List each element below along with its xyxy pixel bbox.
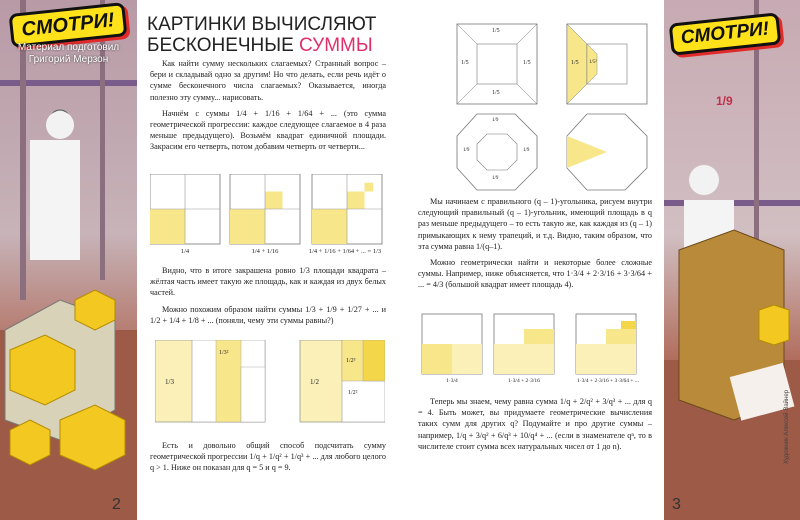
right-column-text-2 [418,396,652,457]
magazine-logo: СМОТРИ! [9,2,128,48]
label-1-2cube: 1/2³ [346,358,356,364]
bottom-cap-3: 1·3/4 + 2·3/16 + 3·3/64 + ... [576,378,639,384]
squares-figure-row [150,174,386,262]
paragraph-6: Мы начинаем с правильного (q – 1)-угольника, рисуем внутри следующий правильный (q – 1)-угольник, имеющий площадь в q раз меньше предыдущего – то есть такую же, как каждая из (q – 1) примыкающих к нему трапеций, и т.д. Видно, таким образом, что эта сумма равна 1/(q–1). [418,197,652,251]
oct-label-3: 1/9 [523,148,530,153]
left-column-text [150,58,386,158]
scientist-illustration [0,0,137,520]
label-1-2: 1/2 [310,378,319,386]
left-illustration [0,0,137,520]
page-number-left: 2 [112,496,121,513]
scientist-illustration-right [664,0,800,520]
caption-1: 1/4 [180,248,190,255]
magazine-logo-right: СМОТРИ! [669,12,782,55]
credit [6,42,131,66]
pent-label-right: 1/5 [523,60,531,66]
right-column-text [418,196,652,296]
oct-label-2: 1/9 [463,148,470,153]
pent-label-top: 1/5 [492,28,500,34]
label-1-3: 1/3 [165,378,174,386]
left-column-text-2 [150,265,386,331]
title-part-2: БЕСКОНЕЧНЫЕ [147,35,300,56]
page-number-right: 3 [672,496,681,513]
paragraph-8: Теперь мы знаем, чему равна сумма 1/q + 2/q² + 3/q³ + ... для q = 4. Быть может, вы придумаете геометрические вычисления таких сумм для других q? Подумайте и про другие суммы – например, 1/q + 3/q² + 6/q³ + 10/q⁴ + ... (если в знаменателе qⁿ, то в числителе стоит сумма всех натуральных чисел от 1 до n). [418,397,652,451]
paragraph-7: Можно геометрически найти и некоторые более сложные суммы. Например, ниже объясняется, что 1·3/4 + 2·3/16 + 3·3/64 + ... = 4/3 (большой квадрат имеет площадь 4). [418,258,652,290]
pent-label-left: 1/5 [461,60,469,66]
pent2-label-1: 1/5 [571,60,579,66]
article-title [147,14,387,56]
caption-2: 1/4 + 1/16 [251,248,279,255]
caption-3: 1/4 + 1/16 + 1/64 + ... = 1/3 [308,248,382,255]
artist-credit: Художник Алексей Вайнер [784,390,790,464]
artwork-fraction: 1/9 [716,94,733,108]
oct-label-4: 1/9 [492,176,499,181]
credit-author: Григорий Мерзон [28,54,109,65]
title-line-1: КАРТИНКИ ВЫЧИСЛЯЮТ [147,14,377,35]
q3-q2-figures [155,340,385,430]
bottom-squares-svg [420,312,650,382]
paragraph-3: Видно, что в итоге закрашена ровно 1/3 площади квадрата – жёлтая часть имеет такую же площадь, как и каждая из двух белых частей. [150,266,386,298]
pent2-label-2: 1/5² [589,60,597,65]
bottom-cap-2: 1·3/4 + 2·3/16 [508,378,540,384]
right-illustration [664,0,800,520]
bottom-cap-1: 1·3/4 [446,378,458,384]
left-column-text-3 [150,440,386,479]
bottom-squares-figure [420,312,650,387]
label-1-2sq: 1/2² [348,390,358,396]
pent-label-bottom: 1/5 [492,90,500,96]
paragraph-1: Как найти сумму нескольких слагаемых? Странный вопрос – бери и складывай одно за другим! Но что делать, если речь идёт о сумме бесконечного числа слагаемых? Оказывается, иногда полезно эту сумму... нарисовать. [150,59,386,102]
paragraph-2: Начнём с суммы 1/4 + 1/16 + 1/64 + ... (это сумма геометрической прогрессии: каждое следующее слагаемое в 4 раза меньше предыдущего). Возьмём квадрат единичной площади. Закрасим его четверть, потом добавим четверть от четверти... [150,108,386,152]
polygon-figures [455,22,655,197]
title-accent: СУММЫ [299,35,373,56]
title-line-2 [147,35,387,56]
nested-rect-figures [155,340,385,425]
oct-label-1: 1/9 [492,118,499,123]
credit-line-1: Материал подготовил [17,42,120,53]
polygon-figure-svg [455,22,655,192]
paragraph-4: Можно похожим образом найти суммы 1/3 + 1/9 + 1/27 + ... и 1/2 + 1/4 + 1/8 + ... (поняли, чему эти суммы равны?) [150,304,386,325]
paragraph-5: Есть и довольно общий способ подсчитать сумму геометрической прогрессии 1/q + 1/q² + 1/q³ + ... для любого целого q > 1. Ниже он показан для q = 5 и q = 9. [150,441,386,473]
label-1-3sq: 1/3² [219,350,229,356]
